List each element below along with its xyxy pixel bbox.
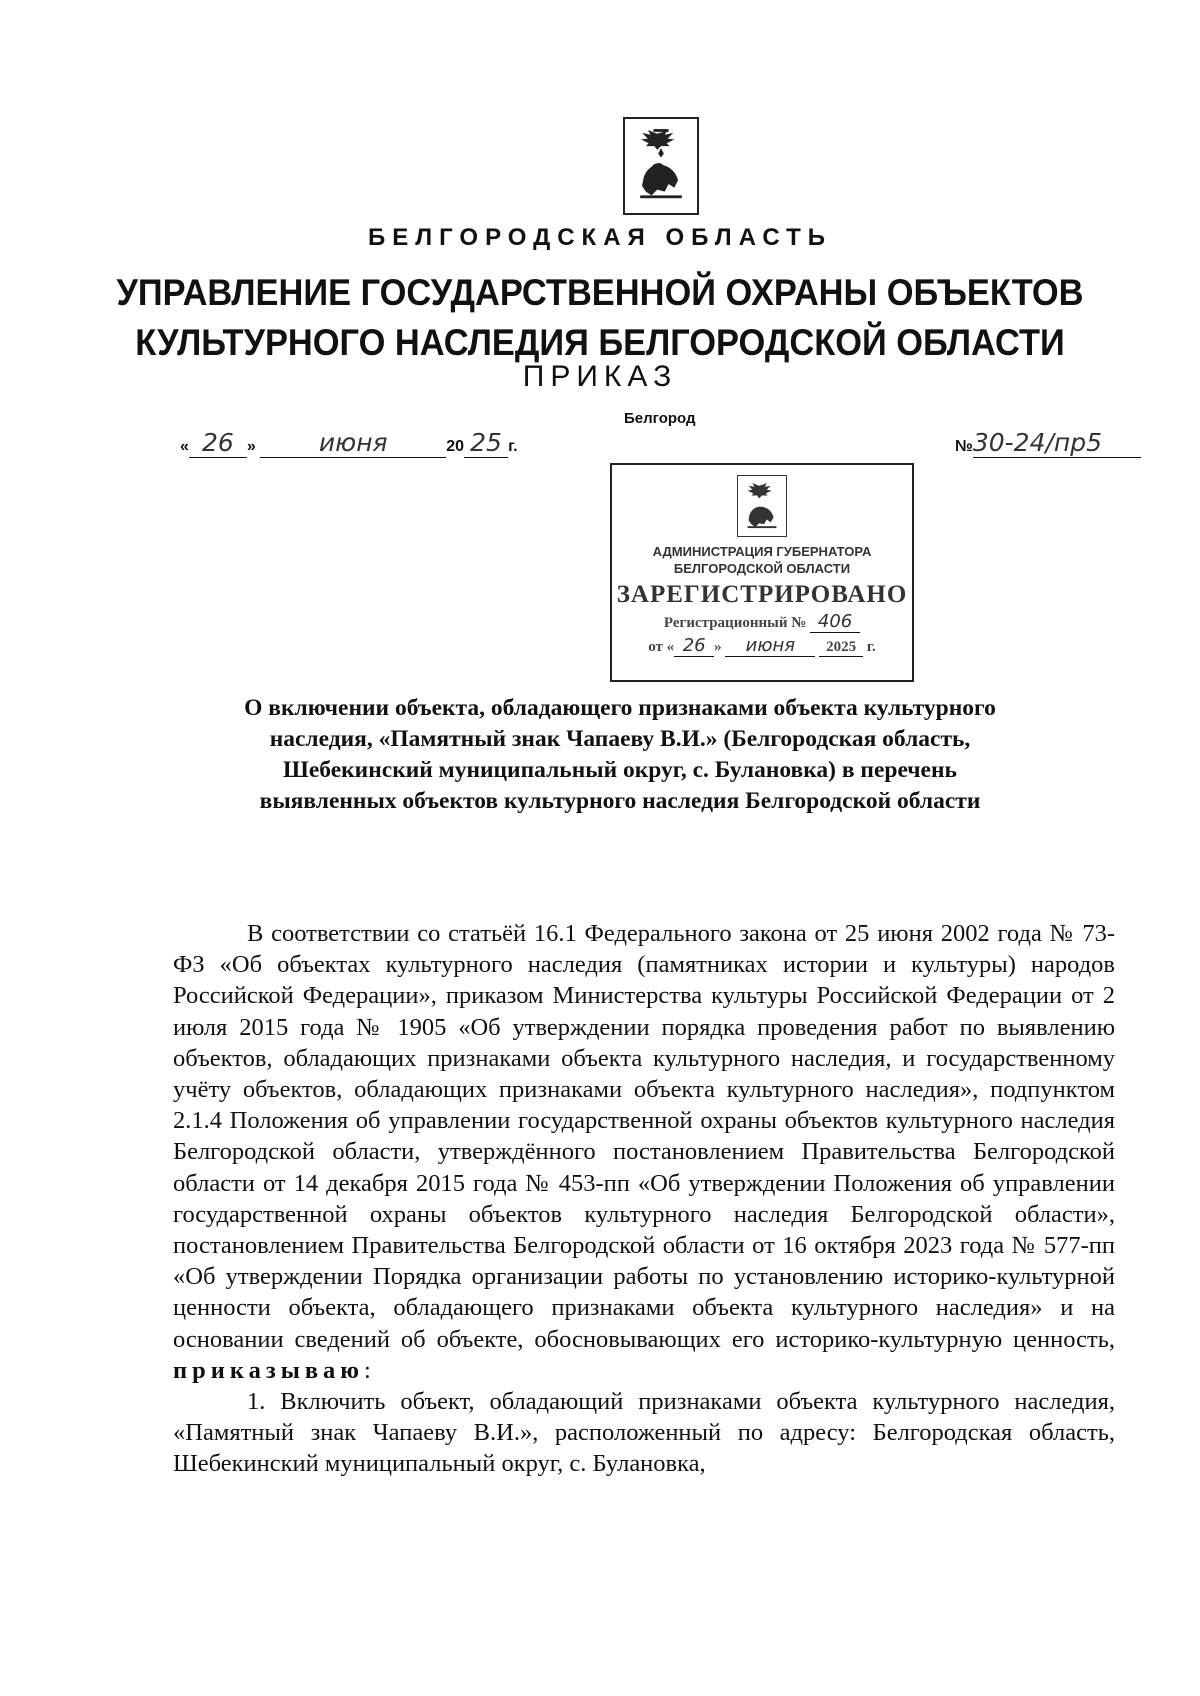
title-line3: Шебекинский муниципальный округ, с. Булановка) в перечень: [283, 757, 957, 783]
stamp-date-from: от «: [648, 639, 675, 655]
stamp-reg-label: Регистрационный №: [663, 615, 807, 631]
date-year-end: г.: [508, 438, 518, 455]
stamp-date: [612, 635, 912, 657]
agency-name: [42, 268, 1158, 368]
document-body: [173, 918, 1115, 1480]
stamp-emblem-icon: [737, 475, 787, 537]
date-open-quote: «: [180, 438, 189, 455]
stamp-status: ЗАРЕГИСТРИРОВАНО: [616, 581, 908, 608]
stamp-org-line1: АДМИНИСТРАЦИЯ ГУБЕРНАТОРА: [652, 544, 872, 559]
date-month: июня: [260, 428, 446, 458]
preamble-text: В соответствии со статьёй 16.1 Федерального закона от 25 июня 2002 года № 73-ФЗ «Об объектах культурного наследия (памятниках истории и культуры) народов Российской Федерации», приказом Министерства культуры Российской Федерации от 2 июля 2015 года № 1905 «Об утверждении порядка проведения работ по выявлению объектов, обладающих признаками объекта культурного наследия, и государственному учёту объектов, обладающих признаками объекта культурного наследия», подпунктом 2.1.4 Положения об управлении государственной охраны объектов культурного наследия Белгородской области, утверждённого постановлением Правительства Белгородской области от 14 декабря 2015 года № 453-пп «Об утверждении Положения об управлении государственной охраны объектов культурного наследия Белгородской области», постановлением Правительства Белгородской области от 16 октября 2023 года № 577-пп «Об утверждении Порядка организации работы по установлению историко-культурной ценности объекта, обладающего признаками объекта культурного наследия» и на основании сведений об объекте, обосновывающих его историко-культурную ценность,: [173, 920, 1115, 1353]
order-colon: :: [364, 1356, 371, 1384]
title-line1: О включении объекта, обладающего признаками объекта культурного: [244, 695, 996, 721]
stamp-date-year: 2025: [819, 639, 863, 657]
number-value: 30-24/пр5: [973, 428, 1141, 458]
date-year-suffix: 25: [464, 428, 508, 458]
date-day: 26: [189, 428, 247, 458]
order-number: [955, 428, 1141, 458]
coat-of-arms-icon: [623, 117, 699, 215]
stamp-date-month: июня: [725, 635, 815, 657]
stamp-registration-number: [612, 611, 912, 633]
title-line4: выявленных объектов культурного наследия Белгородской области: [259, 788, 981, 814]
agency-name-line2: КУЛЬТУРНОГО НАСЛЕДИЯ БЕЛГОРОДСКОЙ ОБЛАСТИ: [135, 322, 1065, 363]
date-year-prefix: 20: [446, 438, 465, 455]
title-line2: наследия, «Памятный знак Чапаеву В.И.» (Белгородская область,: [269, 726, 971, 752]
body-paragraph-1: [173, 918, 1115, 1386]
document-title: [140, 693, 1100, 817]
agency-name-line1: УПРАВЛЕНИЕ ГОСУДАРСТВЕННОЙ ОХРАНЫ ОБЪЕКТОВ: [116, 272, 1084, 313]
order-word: приказываю: [173, 1356, 365, 1384]
body-paragraph-2: 1. Включить объект, обладающий признаками объекта культурного наследия, «Памятный знак Чапаеву В.И.», расположенный по адресу: Белгородская область, Шебекинский муниципальный округ, с. Булановка,: [173, 1388, 1115, 1478]
stamp-org-line2: БЕЛГОРОДСКОЙ ОБЛАСТИ: [673, 561, 851, 576]
stamp-date-day: 26: [674, 635, 714, 657]
stamp-date-close: »: [714, 639, 722, 655]
region-name: БЕЛГОРОДСКАЯ ОБЛАСТЬ: [368, 224, 832, 251]
document-type: ПРИКАЗ: [522, 360, 678, 393]
order-date: [180, 428, 518, 458]
registration-stamp: [610, 463, 914, 682]
stamp-reg-number: 406: [810, 611, 860, 633]
city: Белгород: [624, 410, 696, 427]
number-prefix: №: [955, 438, 973, 455]
stamp-organization: [612, 543, 912, 577]
date-close-quote: »: [246, 438, 256, 455]
stamp-date-end: г.: [866, 639, 876, 655]
